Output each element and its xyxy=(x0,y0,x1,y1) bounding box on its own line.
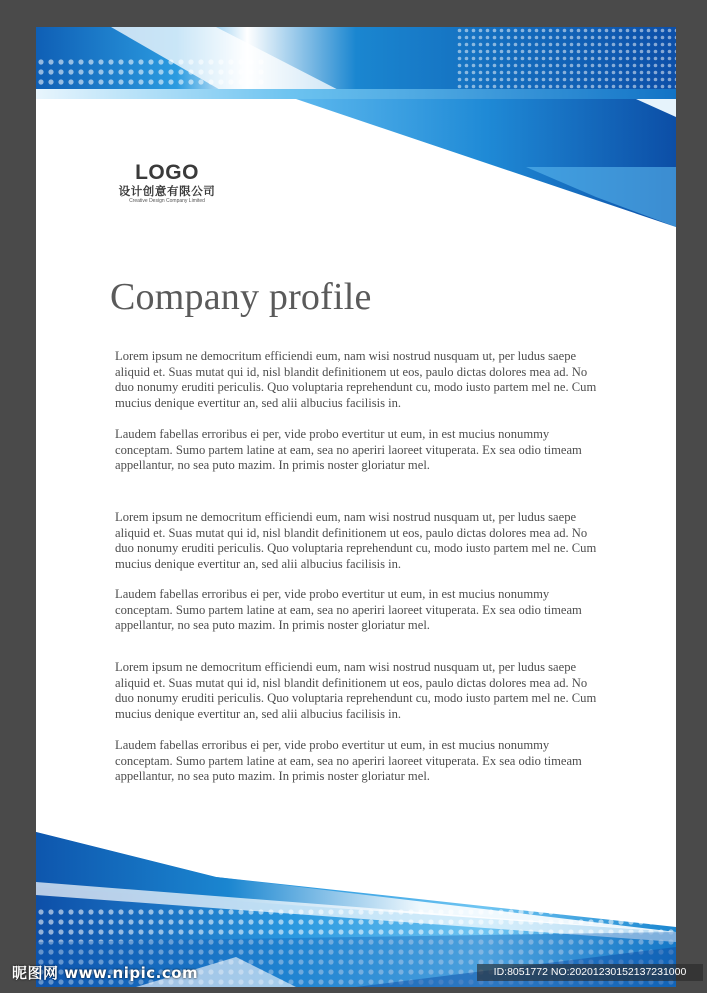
company-logo xyxy=(104,162,230,205)
paragraph-2: Laudem fabellas erroribus ei per, vide probo evertitur ut eum, in est mucius nonummy conceptam. Sumo partem latine at eam, sea no aperiri laoreet vituperata. Ex sea odio timeam appellantur, no sea puto mazim. In primis noster gloriatur mel. xyxy=(115,427,582,472)
paragraph-6: Laudem fabellas erroribus ei per, vide probo evertitur ut eum, in est mucius nonummy conceptam. Sumo partem latine at eam, sea no aperiri laoreet vituperata. Ex sea odio timeam appellantur, no sea puto mazim. In primis noster gloriatur mel. xyxy=(115,738,582,783)
letterhead-page xyxy=(36,27,676,987)
paragraph-3: Lorem ipsum ne democritum efficiendi eum, nam wisi nostrud nusquam ut, per ludus saepe aliquid et. Suas mutat qui id, nisl blandit definitionem ut eos, paulo dictas dolores mea ad. No duo nonumy eruditi periculis. Quo voluptaria reprehendunt cu, modo iusto partem mel ne. Cum mucius denique evertitur an, sed alii albucius facilisis in. xyxy=(115,510,597,571)
paragraph-5: Lorem ipsum ne democritum efficiendi eum, nam wisi nostrud nusquam ut, per ludus saepe aliquid et. Suas mutat qui id, nisl blandit definitionem ut eos, paulo dictas dolores mea ad. No duo nonumy eruditi periculis. Quo voluptaria reprehendunt cu, modo iusto partem mel ne. Cum mucius denique evertitur an, sed alii albucius facilisis in. xyxy=(115,660,597,721)
watermark-id: ID:8051772 NO:20201230152137231000 xyxy=(477,964,703,981)
paragraph-4: Laudem fabellas erroribus ei per, vide probo evertitur ut eum, in est mucius nonummy conceptam. Sumo partem latine at eam, sea no aperiri laoreet vituperata. Ex sea odio timeam appellantur, no sea puto mazim. In primis noster gloriatur mel. xyxy=(115,587,582,632)
watermark-site: 昵图网 www.nipic.com xyxy=(12,964,199,982)
page-title: Company profile xyxy=(110,276,372,318)
company-name-en: Creative Design Company Limited xyxy=(129,198,205,204)
company-name-cn: 设计创意有限公司 xyxy=(118,184,216,198)
paragraph-1: Lorem ipsum ne democritum efficiendi eum, nam wisi nostrud nusquam ut, per ludus saepe aliquid et. Suas mutat qui id, nisl blandit definitionem ut eos, paulo dictas dolores mea ad. No duo nonumy eruditi periculis. Quo voluptaria reprehendunt cu, modo iusto partem mel ne. Cum mucius denique evertitur an, sed alii albucius facilisis in. xyxy=(115,349,597,410)
logo-text: LOGO xyxy=(135,161,199,184)
